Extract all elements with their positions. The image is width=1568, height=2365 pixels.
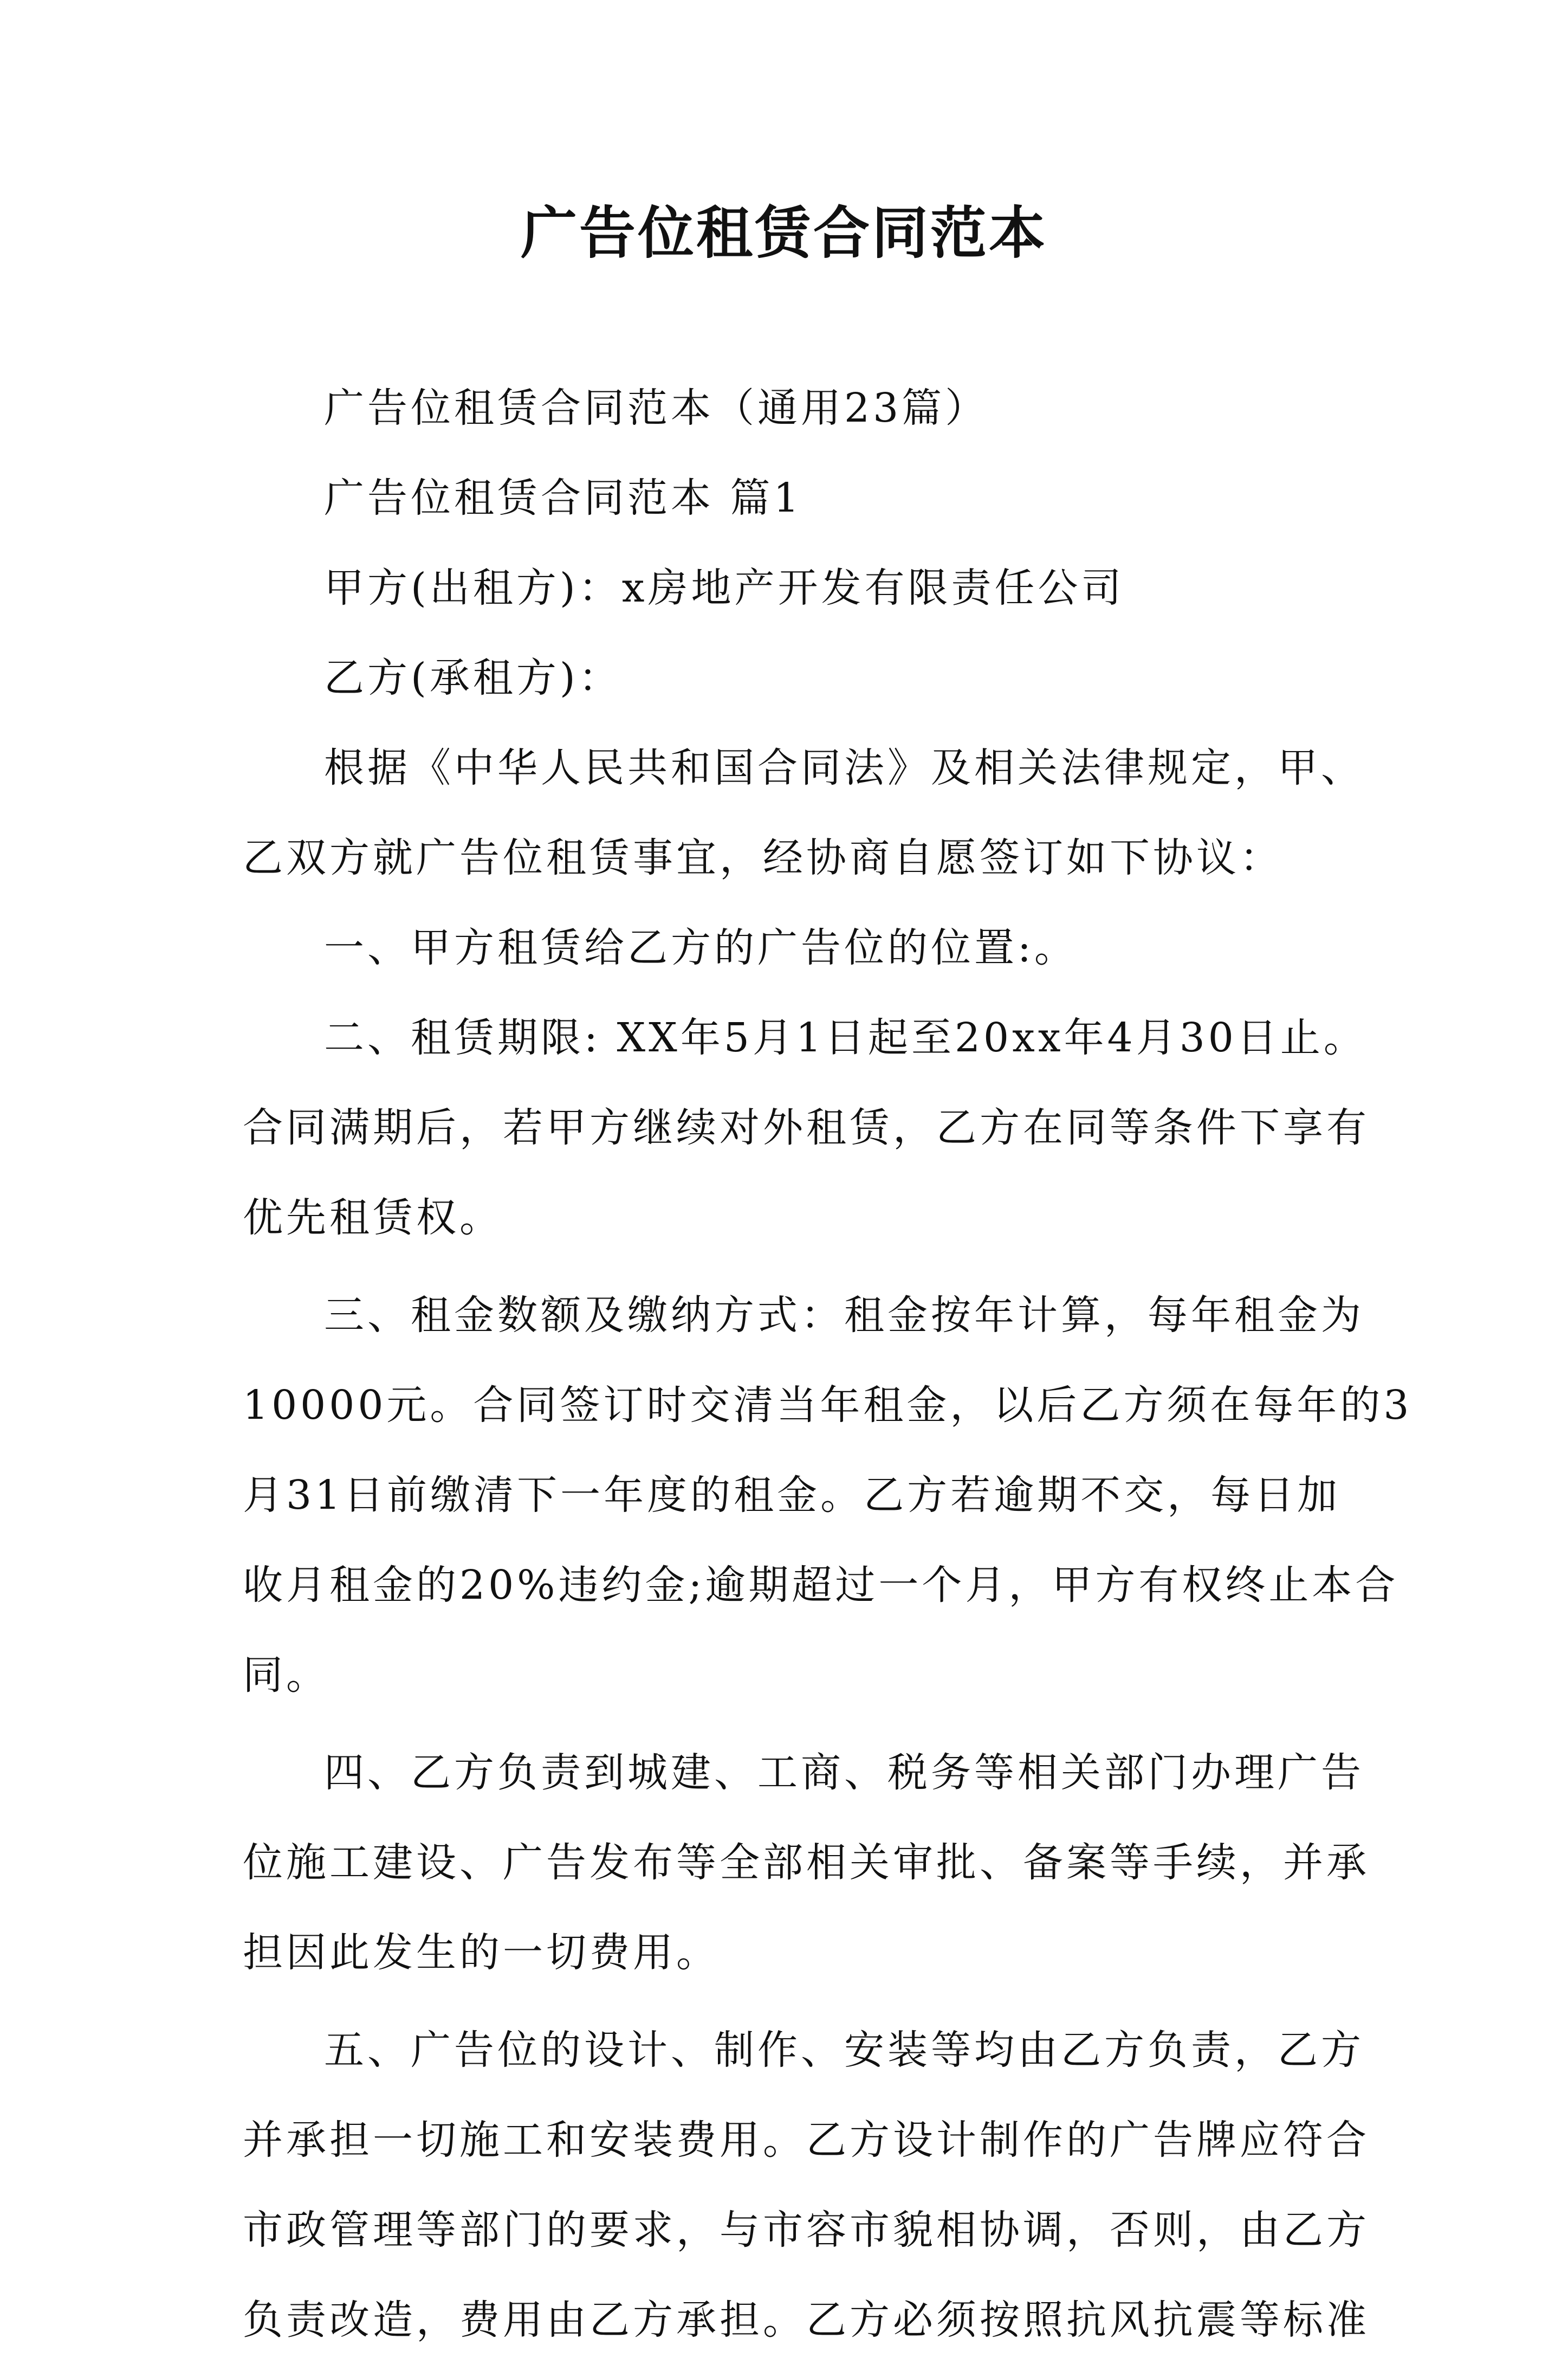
paragraph-line: 同。 (243, 1652, 329, 1698)
paragraph-line: 乙双方就广告位租赁事宜，经协商自愿签订如下协议： (243, 835, 1283, 881)
paragraph-line: 市政管理等部门的要求，与市容市貌相协调，否则，由乙方 (243, 2207, 1370, 2253)
party-b-line: 乙方(承租方)： (324, 655, 622, 701)
section-heading: 广告位租赁合同范本 篇1 (324, 475, 802, 521)
clause-3-line: 三、租金数额及缴纳方式：租金按年计算，每年租金为 (324, 1292, 1364, 1339)
paragraph-line: 担因此发生的一切费用。 (243, 1929, 720, 1976)
paragraph-line: 负责改造，费用由乙方承担。乙方必须按照抗风抗震等标准 (243, 2297, 1370, 2343)
document-body (243, 363, 1413, 2365)
paragraph-line: 收月租金的20%违约金;逾期超过一个月，甲方有权终止本合 (243, 1562, 1399, 1608)
paragraph-line: 优先租赁权。 (243, 1194, 503, 1241)
clause-2-line: 二、租赁期限: XX年5月1日起至20xx年4月30日止。 (324, 1015, 1367, 1061)
paragraph-line: 位施工建设、广告发布等全部相关审批、备案等手续，并承 (243, 1839, 1370, 1886)
paragraph-line: 并承担一切施工和安装费用。乙方设计制作的广告牌应符合 (243, 2117, 1370, 2163)
party-a-line: 甲方(出租方)：x房地产开发有限责任公司 (324, 565, 1125, 611)
paragraph-line: 根据《中华人民共和国合同法》及相关法律规定，甲、 (324, 745, 1364, 791)
subtitle-line: 广告位租赁合同范本（通用23篇） (324, 385, 989, 431)
clause-5-line: 五、广告位的设计、制作、安装等均由乙方负责，乙方 (324, 2027, 1364, 2073)
document-title: 广告位租赁合同范本 (520, 199, 1047, 266)
clause-1-line: 一、甲方租赁给乙方的广告位的位置:。 (324, 925, 1078, 971)
paragraph-line: 月31日前缴清下一年度的租金。乙方若逾期不交，每日加 (243, 1472, 1341, 1518)
clause-4-line: 四、乙方负责到城建、工商、税务等相关部门办理广告 (324, 1749, 1364, 1796)
paragraph-line: 10000元。合同签订时交清当年租金，以后乙方须在每年的3 (243, 1382, 1413, 1429)
paragraph-line: 合同满期后，若甲方继续对外租赁，乙方在同等条件下享有 (243, 1104, 1370, 1151)
